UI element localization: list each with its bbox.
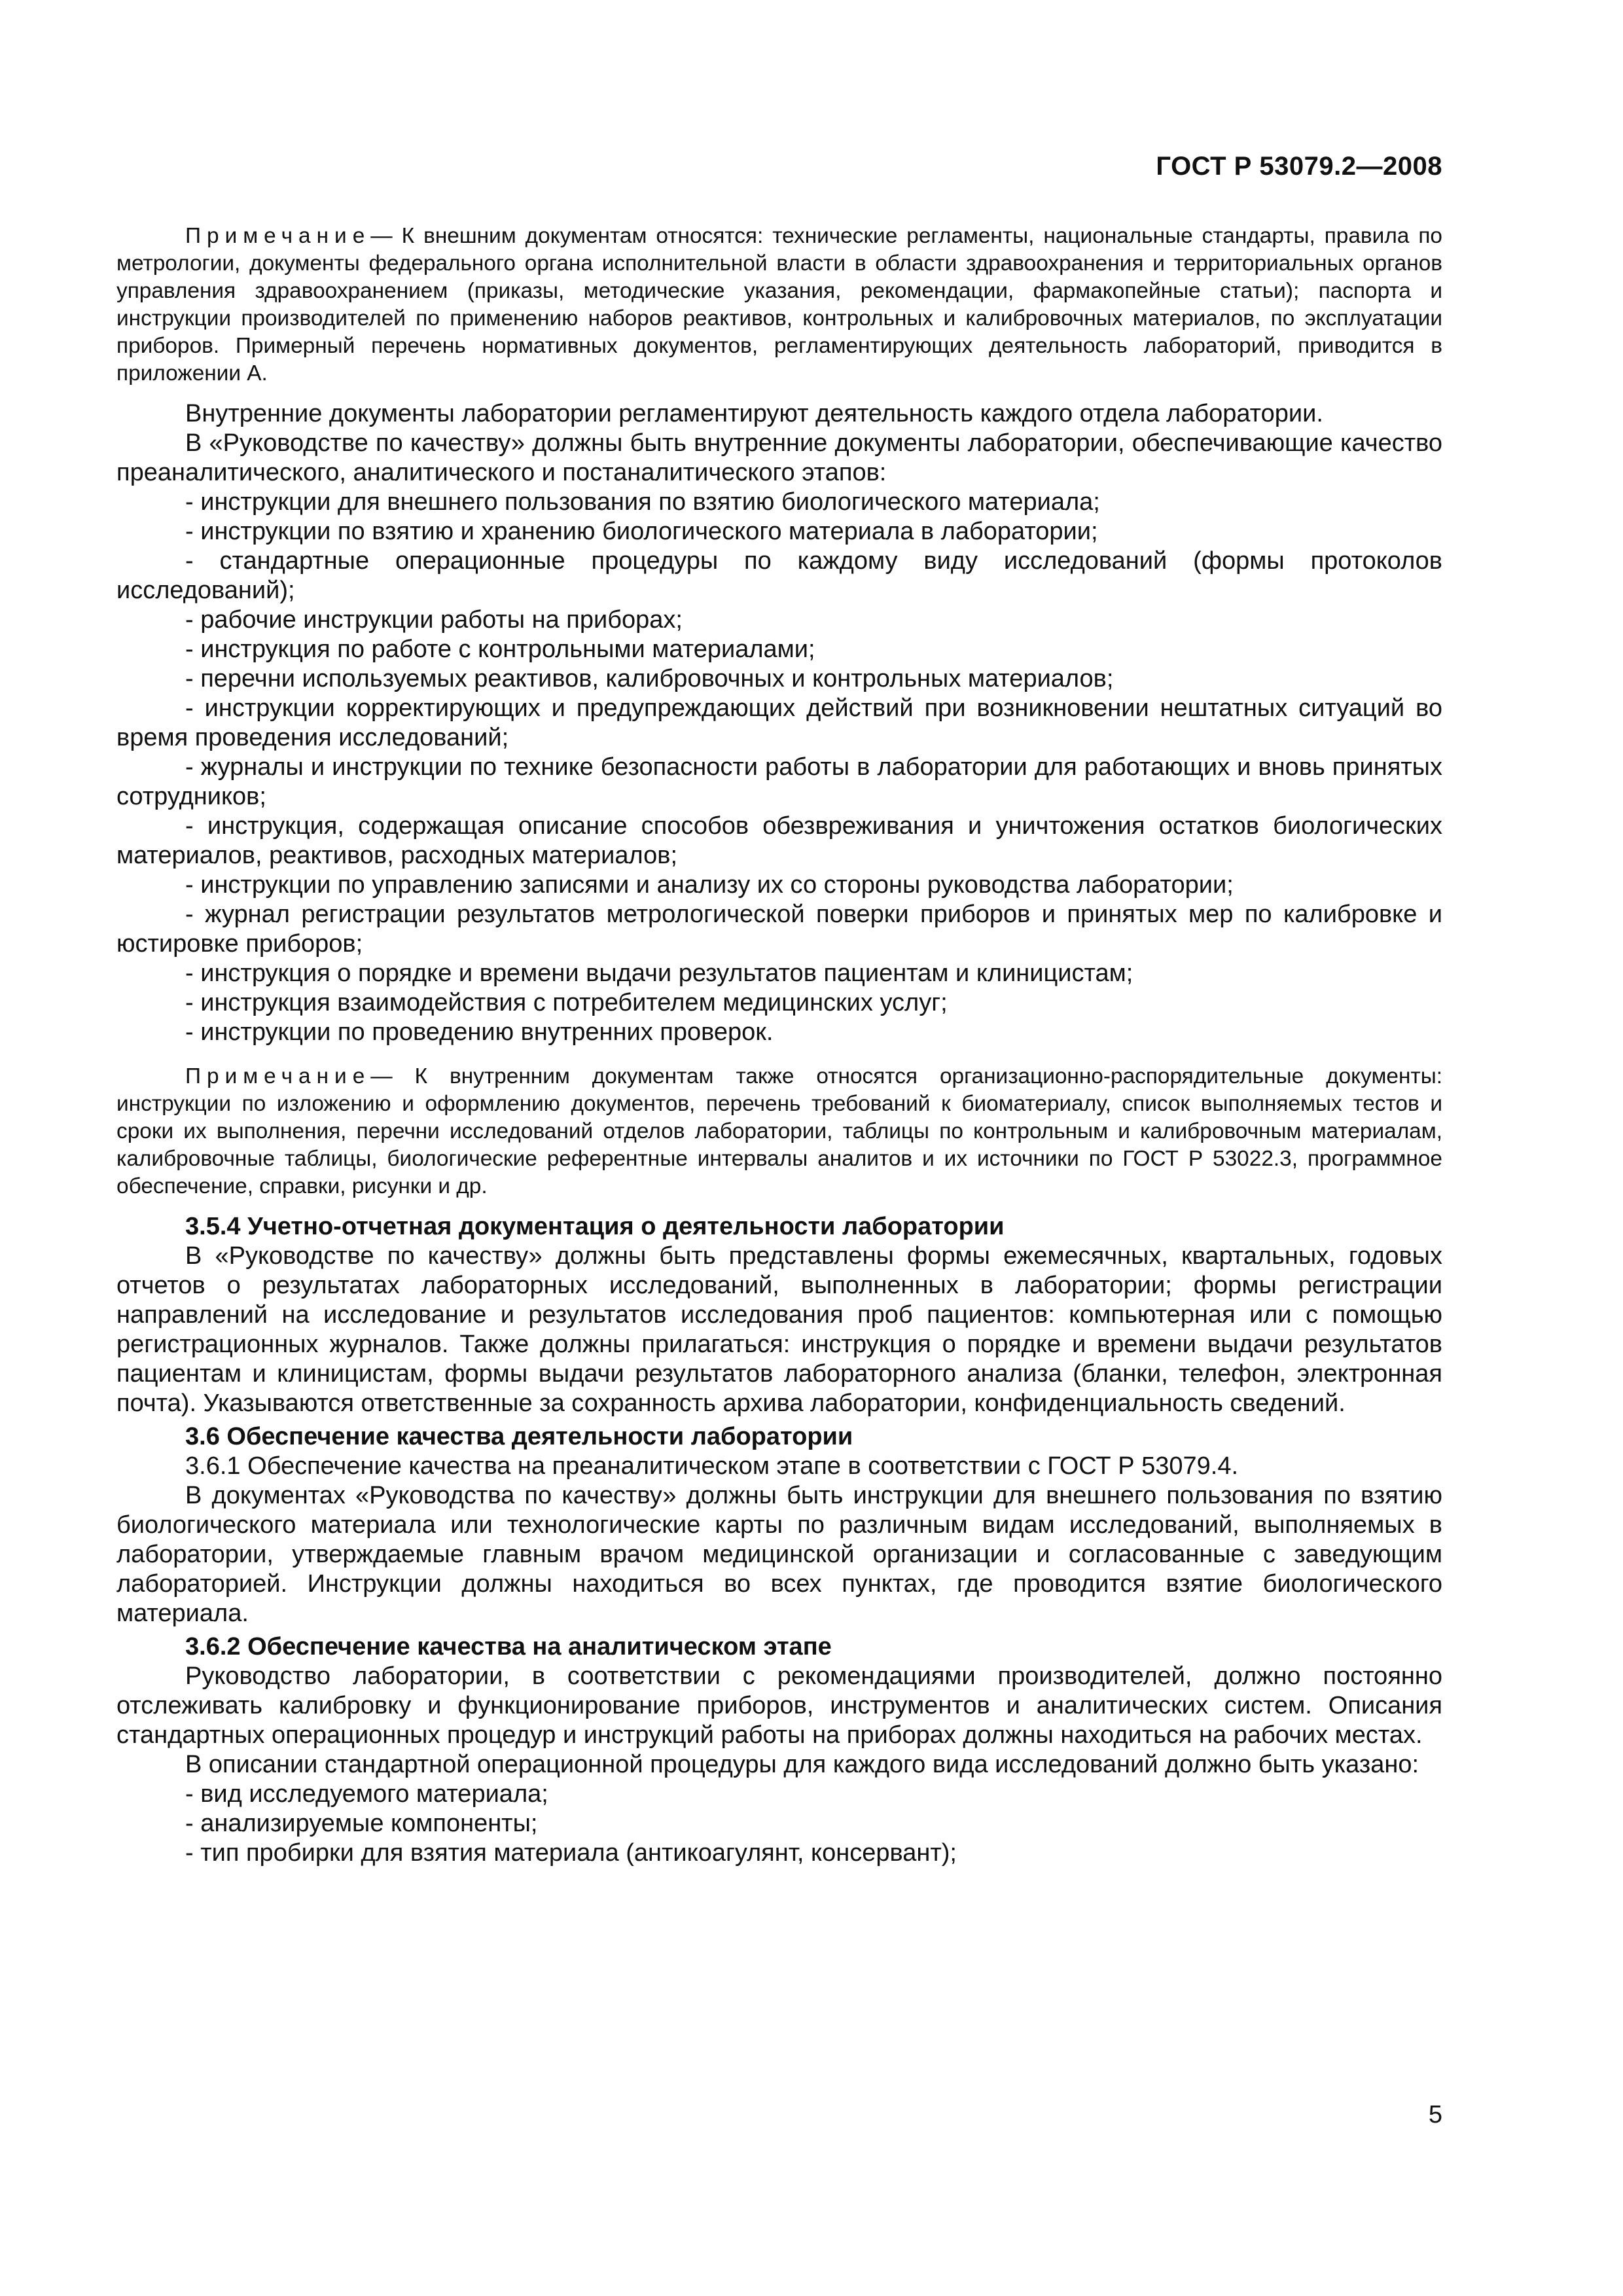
list-item: - журнал регистрации результатов метрологической поверки приборов и принятых мер по калибровке и юстировке приборов; bbox=[116, 901, 1442, 958]
list-item: - инструкции корректирующих и предупреждающих действий при возникновении нештатных ситуаций во время проведения исследований; bbox=[116, 694, 1442, 751]
list-item: - перечни используемых реактивов, калибровочных и контрольных материалов; bbox=[185, 665, 1114, 692]
note-text: — К внутренним документам также относятся организационно-распорядительные документы: инструкции по изложению и оформлению документов, перечень требований к биоматериалу, список выполняемых тестов и сроки их выполнения, перечни исследований отделов лаборатории, таблицы по контрольным и калибровочным материалам, калибровочные таблицы, биологические референтные интервалы аналитов и их источники по ГОСТ Р 53022.3, программное обеспечение, справки, рисунки и др. bbox=[116, 1064, 1442, 1198]
note-internal-documents bbox=[116, 1063, 1442, 1200]
paragraph-3-6-1: 3.6.1 Обеспечение качества на преаналитическом этапе в соответствии с ГОСТ Р 53079.4. bbox=[185, 1452, 1239, 1480]
page-content bbox=[116, 223, 1442, 1868]
list-item: - стандартные операционные процедуры по каждому виду исследований (формы протоколов исследований); bbox=[116, 547, 1442, 604]
list-item: - инструкции для внешнего пользования по взятию биологического материала; bbox=[185, 488, 1100, 516]
list-item: - инструкция, содержащая описание способов обезвреживания и уничтожения остатков биологических материалов, реактивов, расходных материалов; bbox=[116, 812, 1442, 869]
paragraph-3-6-2-sop: В описании стандартной операционной процедуры для каждого вида исследований должно быть указано: bbox=[185, 1751, 1419, 1778]
paragraph-reporting-docs: В «Руководстве по качеству» должны быть представлены формы ежемесячных, квартальных, годовых отчетов о результатах лабораторных исследований, выполненных в лаборатории; формы регистрации направлений на исследование и результатов исследования проб пациентов: компьютерная или с помощью регистрационных журналов. Также должны прилагаться: инструкция о порядке и времени выдачи результатов пациентам и клиницистам, формы выдачи результатов лабораторного анализа (бланки, телефон, электронная почта). Указываются ответственные за сохранность архива лаборатории, конфиденциальность сведений. bbox=[116, 1242, 1442, 1417]
list-item: - журналы и инструкции по технике безопасности работы в лаборатории для работающих и вновь принятых сотрудников; bbox=[116, 753, 1442, 810]
list-item: - тип пробирки для взятия материала (антикоагулянт, консервант); bbox=[185, 1839, 957, 1867]
list-item: - анализируемые компоненты; bbox=[185, 1810, 538, 1837]
list-item: - инструкция по работе с контрольными материалами; bbox=[185, 636, 815, 663]
sop-requirements-list bbox=[116, 1780, 1442, 1868]
page-number: 5 bbox=[1428, 2101, 1442, 2128]
list-item: - инструкции по проведению внутренних проверок. bbox=[185, 1018, 774, 1046]
document-page bbox=[116, 0, 1442, 2296]
list-item: - рабочие инструкции работы на приборах; bbox=[185, 606, 683, 634]
note-external-documents bbox=[116, 223, 1442, 387]
section-heading-3-6-2: 3.6.2 Обеспечение качества на аналитическом этапе bbox=[185, 1633, 832, 1660]
standard-code-header: ГОСТ Р 53079.2—2008 bbox=[1156, 152, 1442, 181]
section-heading-3-5-4: 3.5.4 Учетно-отчетная документация о деятельности лаборатории bbox=[185, 1213, 1005, 1240]
section-heading-3-6: 3.6 Обеспечение качества деятельности лаборатории bbox=[185, 1423, 853, 1450]
note-label: Примечание bbox=[185, 1064, 371, 1088]
list-item: - инструкции по управлению записями и анализу их со стороны руководства лаборатории; bbox=[185, 871, 1234, 899]
note-label: Примечание bbox=[185, 224, 371, 248]
paragraph-quality-manual: В «Руководстве по качеству» должны быть внутренние документы лаборатории, обеспечивающие качество преаналитического, аналитического и постаналитического этапов: bbox=[116, 429, 1442, 486]
paragraph-internal-docs: Внутренние документы лаборатории регламентируют деятельность каждого отдела лаборатории. bbox=[185, 400, 1323, 427]
paragraph-3-6-2-calibration: Руководство лаборатории, в соответствии с рекомендациями производителей, должно постоянно отслеживать калибровку и функционирование приборов, инструментов и аналитических систем. Описания стандартных операционных процедур и инструкций работы на приборах должны находиться на рабочих местах. bbox=[116, 1662, 1442, 1749]
list-item: - инструкция о порядке и времени выдачи результатов пациентам и клиницистам; bbox=[185, 960, 1133, 987]
list-item: - инструкция взаимодействия с потребителем медицинских услуг; bbox=[185, 989, 948, 1016]
paragraph-3-6-1-instructions: В документах «Руководства по качеству» должны быть инструкции для внешнего пользования по взятию биологического материала или технологические карты по различным видам исследований, выполняемых в лаборатории, утверждаемые главным врачом медицинской организации и согласованные с заведующим лабораторией. Инструкции должны находиться во всех пунктах, где проводится взятие биологического материала. bbox=[116, 1482, 1442, 1627]
list-item: - вид исследуемого материала; bbox=[185, 1780, 548, 1808]
note-text: — К внешним документам относятся: технические регламенты, национальные стандарты, правила по метрологии, документы федерального органа исполнительной власти в области здравоохранения и территориальных органов управления здравоохранением (приказы, методические указания, рекомендации, фармакопейные статьи); паспорта и инструкции производителей по применению наборов реактивов, контрольных и калибровочных материалов, по эксплуатации приборов. Примерный перечень нормативных документов, регламентирующих деятельность лабораторий, приводится в приложении А. bbox=[116, 224, 1442, 386]
list-item: - инструкции по взятию и хранению биологического материала в лаборатории; bbox=[185, 518, 1098, 545]
internal-documents-list bbox=[116, 488, 1442, 1047]
